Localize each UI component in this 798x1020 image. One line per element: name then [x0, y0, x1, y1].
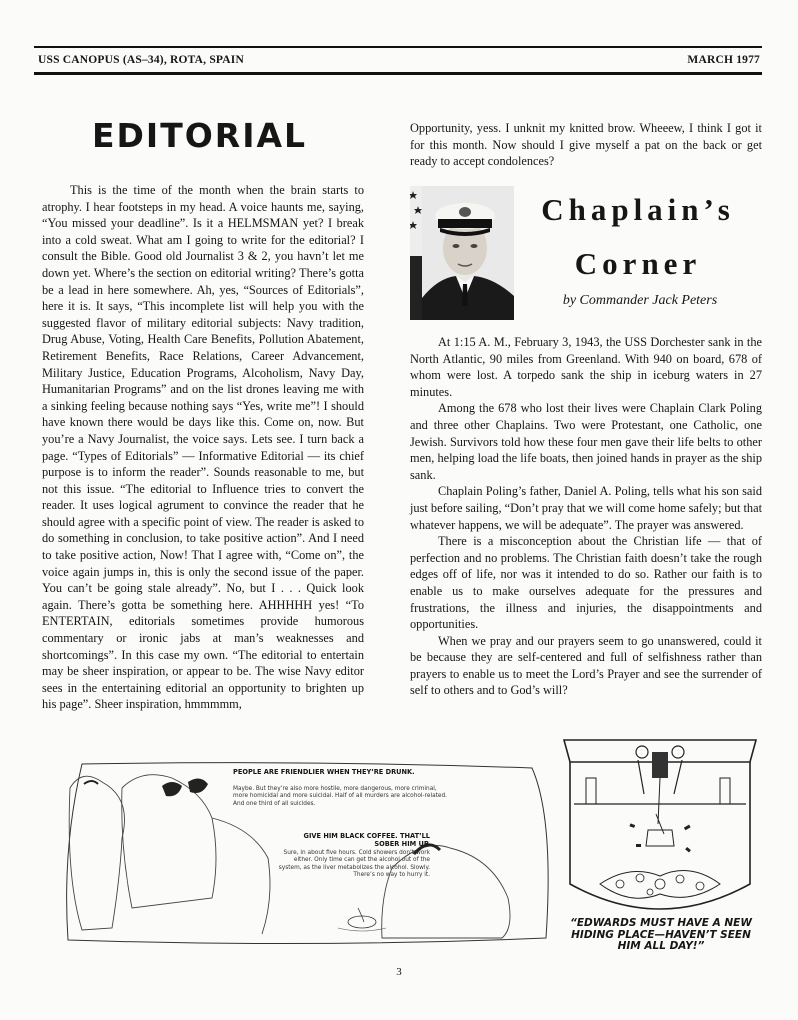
cartoon-body-1: Maybe. But they’re also more hostile, more dangerous, more criminal, more homicidal and more suicidal. Half of all murders are alcohol-related. And one third of all suicides. [233, 786, 447, 807]
chaplain-paragraph: Among the 678 who lost their lives were Chaplain Clark Poling and three other Chaplains. Two were Protestant, one Catholic, one Jewish. Survivors told how these four men gave their life belts to other men, helping load the life boats, then joined hands in prayer as the ship sank. [410, 401, 762, 482]
well-cartoon-illustration [560, 734, 760, 918]
editorial-title: EDITORIAL [92, 116, 308, 155]
page-number: 3 [396, 966, 402, 978]
editorial-continuation-text: Opportunity, yess. I unknit my knitted brow. Wheeew, I think I got it for this month. Now should I give myself a pat on the back or get ready to accept condolences? [410, 121, 762, 169]
chaplain-byline: by Commander Jack Peters [562, 293, 718, 308]
chaplain-paragraph: Chaplain Poling’s father, Daniel A. Poling, tells what his son said just before sailing, “Don’t pray that we will come home safely; but that whatever happens, we will be adequate”. The prayer was answered. [410, 484, 762, 532]
issue-date: MARCH 1977 [687, 54, 760, 66]
cartoon-body-2: Sure, in about five hours. Cold showers don’t work either. Only time can get the alcohol out of the system, as the liver metabolizes the alcohol. Slowly. There’s no way to hurry it. [278, 850, 430, 879]
chaplain-column [410, 334, 762, 699]
header-bottom-rule [34, 72, 762, 75]
chaplain-paragraph: At 1:15 A. M., February 3, 1943, the USS Dorchester sank in the North Atlantic, 90 miles from Greenland. With 940 on board, 678 of whom were lost. A torpedo sank the ship in iceburg waters in 27 minutes. [410, 335, 762, 399]
header-top-rule [34, 46, 762, 48]
cartoon-heading-1: PEOPLE ARE FRIENDLIER WHEN THEY’RE DRUNK. [233, 768, 415, 776]
cartoon-heading-2: GIVE HIM BLACK COFFEE. THAT’LL SOBER HIM UP. [303, 832, 430, 848]
chaplain-paragraph: There is a misconception about the Christian life — that of perfection and no problems. The Christian faith doesn’t take the rough edges off of life, nor was it intended to do so. Rather our faith is to enable us to make ourselves adequate for the pressures and frustrations, the illness and injuries, the disappointments and opportunities. [410, 534, 762, 632]
editorial-paragraph: This is the time of the month when the brain starts to atrophy. I hear footsteps in my head. A voice haunts me, saying, “You missed your deadline”. Is it a HELMSMAN yet? I break into a cold sweat. What am I going to write for the editorial? I consult the Bible. Good old Journalist 3 & 2, you havn’t let me down yet. Where’s the section on editorial writing? There’s gotta be a lead in here somewhere. Ah, yes, “Sources of Editorials”, here it is. It says, “This incomplete list will help you with the suggested flavor of military editorial subjects: Navy tradition, Drug Abuse, Voting, Health Care Benefits, Pollution Abatement, Retirement Benefits, Race Relations, Career Advancement, Military Justice, Education Programs, Alcoholism, Navy Day, Humanitarian Programs” and on the list drones leaving me with a sinking feeling because nothing says “Yes, write me”! I should have known there would be days like this. Come on, now. But you’re a Navy Journalist, the voice says. Lets see. I turn back a page. “Types of Editorials” — Informative Editorial — its chief purpose is to inform the reader”. Sounds reasonable to me, but not this issue. “The editorial to Influence tries to convert the reader. It uses logical agrument to convince the reader that he should agree with a specific point of view. The reader is asked to do something in conclusion, to take positive action”. And I need to take positive action, Now! That I agree with, “Come on”, the voice again jumps in, this is only the second issue of the paper. You can’t be going stale already”. No, but I . . . Quick look again. There’s gotta be something here. AHHHHH yes! “To ENTERTAIN, editorials sometimes provide humorous commentary or ironic jabs at man’s weaknesses and shortcomings”. In this case my own. “The editorial to entertain may be sheer inspiration, or appear to be. The wise Navy editor sees in the entertaining editorial an opportunity to brighten up his page”. Sheer inspiration, hmmmmm, [42, 183, 364, 712]
well-cartoon-caption: “EDWARDS MUST HAVE A NEW HIDING PLACE—HAVEN’T SEEN HIM ALL DAY!” [570, 917, 752, 952]
chaplain-title-line2: Corner [574, 246, 702, 281]
editorial-continuation [410, 120, 762, 170]
publication-name: USS CANOPUS (AS–34), ROTA, SPAIN [38, 54, 244, 66]
editorial-column [42, 182, 364, 713]
chaplain-portrait [410, 186, 514, 320]
chaplain-title-line1: Chaplain’s [541, 192, 735, 227]
chaplain-paragraph: When we pray and our prayers seem to go unanswered, could it be because they are self-centered and full of selfishness rather than prayers to enable us to meet the Lord’s Prayer and see the surrender of self to others and to God’s will? [410, 633, 762, 698]
